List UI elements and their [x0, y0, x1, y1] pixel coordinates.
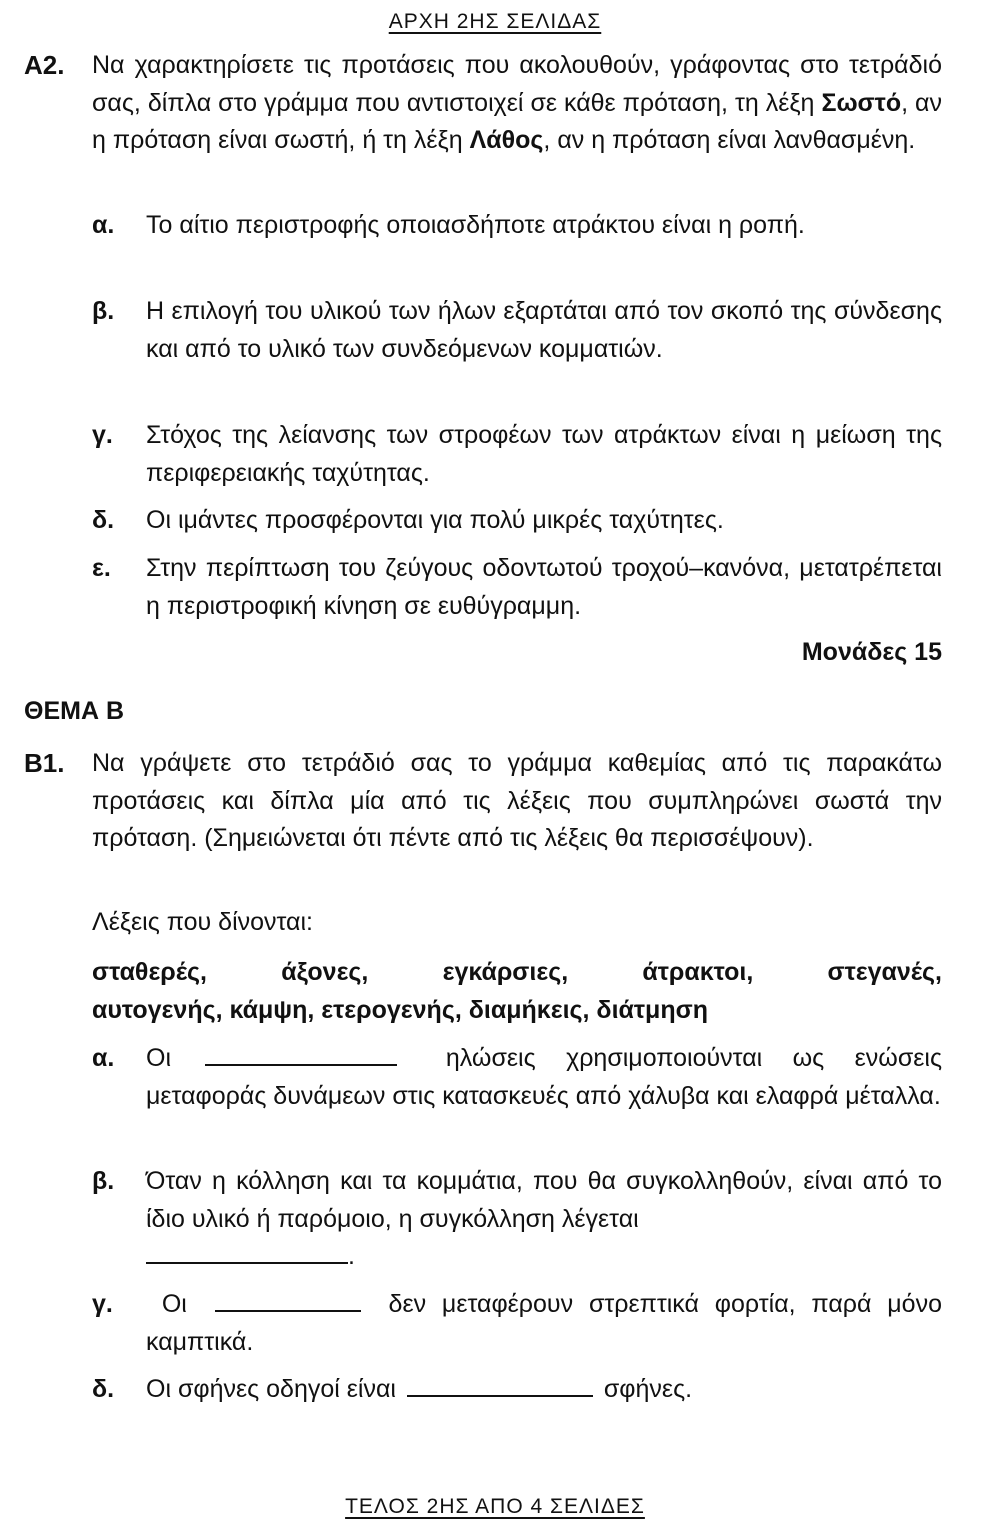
- fill-in-blank[interactable]: [215, 1288, 361, 1312]
- item-label: γ.: [92, 1290, 113, 1318]
- item-label: β.: [92, 297, 115, 325]
- item-text: Το αίτιο περιστροφής οποιασδήποτε ατράκτου είναι η ροπή.: [146, 211, 805, 239]
- fill-in-blank[interactable]: [205, 1042, 397, 1066]
- intro-text: , αν η πρόταση είναι σωστή, ή τη λέξη: [92, 88, 942, 154]
- item-label: β.: [92, 1167, 115, 1195]
- item-label: γ.: [92, 421, 113, 449]
- item-label: ε.: [92, 554, 111, 582]
- question-label: Α2.: [24, 50, 65, 80]
- text-after-blank: ηλώσεις χρησιμοποιούνται ως ενώσεις μεταφοράς δυνάμεων στις κατασκευές από χάλυβα και ελαφρά μέταλλα.: [146, 1044, 942, 1110]
- section-title: ΘΕΜΑ Β: [24, 697, 124, 725]
- text-after-blank: σφήνες.: [603, 1375, 693, 1403]
- text-after-blank: δεν μεταφέρουν στρεπτικά φορτία, παρά μόνο καμπτικά.: [146, 1290, 942, 1356]
- item-text: [146, 1286, 942, 1361]
- item-label: α.: [92, 211, 115, 239]
- item-label: δ.: [92, 506, 115, 534]
- question-label: Β1.: [24, 748, 65, 778]
- question-intro: [92, 47, 942, 160]
- text-before-blank: Οι σφήνες οδηγοί είναι: [146, 1375, 396, 1403]
- page-footer-text: ΤΕΛΟΣ 2ΗΣ ΑΠΟ 4 ΣΕΛΙΔΕΣ: [345, 1495, 645, 1518]
- item-label: α.: [92, 1044, 115, 1072]
- intro-text: Να χαρακτηρίσετε τις προτάσεις που ακολουθούν, γράφοντας στο τετράδιό σας, δίπλα στο γράμμα που αντιστοιχεί σε κάθε πρόταση, τη λέξη: [92, 51, 942, 117]
- word-bank: [92, 954, 942, 1029]
- words-label: Λέξεις που δίνονται:: [92, 908, 313, 936]
- item-text: Στην περίπτωση του ζεύγους οδοντωτού τροχού–κανόνα, μετατρέπεται η περιστροφική κίνηση σε ευθύγραμμη.: [146, 554, 942, 620]
- fill-in-blank[interactable]: [407, 1373, 593, 1397]
- marks-a2: Μονάδες 15: [801, 638, 942, 666]
- text-before-blank: Όταν η κόλληση και τα κομμάτια, που θα συγκολληθούν, είναι από το ίδιο υλικό ή παρόμοιο, η συγκόλληση λέγεται: [146, 1167, 942, 1233]
- text-before-blank: Οι: [161, 1290, 187, 1318]
- fill-in-blank[interactable]: [146, 1240, 348, 1264]
- item-text: Η επιλογή του υλικού των ήλων εξαρτάται από τον σκοπό της σύνδεσης και από το υλικό των συνδεόμενων κομματιών.: [146, 297, 942, 363]
- item-text: Οι ιμάντες προσφέρονται για πολύ μικρές ταχύτητες.: [146, 506, 724, 534]
- item-text: [146, 1163, 942, 1276]
- keyword-correct: Σωστό: [821, 88, 902, 117]
- text-after-blank: .: [348, 1242, 355, 1270]
- page-footer: [0, 1495, 990, 1519]
- text-before-blank: Οι: [146, 1044, 171, 1072]
- question-intro: Να γράψετε στο τετράδιό σας το γράμμα καθεμίας από τις παρακάτω προτάσεις και δίπλα μία από τις λέξεις που συμπληρώνει σωστά την πρόταση. (Σημειώνεται ότι πέντε από τις λέξεις θα περισσέψουν).: [92, 749, 942, 852]
- item-text: [146, 1371, 942, 1409]
- item-text: [146, 1040, 942, 1115]
- word-bank-line: σταθερές, άξονες, εγκάρσιες, άτρακτοι, στεγανές,: [92, 958, 942, 986]
- intro-text: , αν η πρόταση είναι λανθασμένη.: [543, 126, 916, 154]
- word-bank-line: αυτογενής, κάμψη, ετερογενής, διαμήκεις, διάτμηση: [92, 995, 708, 1024]
- item-label: δ.: [92, 1375, 115, 1403]
- page-header-text: ΑΡΧΗ 2ΗΣ ΣΕΛΙΔΑΣ: [388, 10, 602, 33]
- keyword-wrong: Λάθος: [469, 126, 544, 154]
- page-header: [0, 10, 990, 34]
- item-text: Στόχος της λείανσης των στροφέων των ατράκτων είναι η μείωση της περιφερειακής ταχύτητας.: [146, 421, 942, 487]
